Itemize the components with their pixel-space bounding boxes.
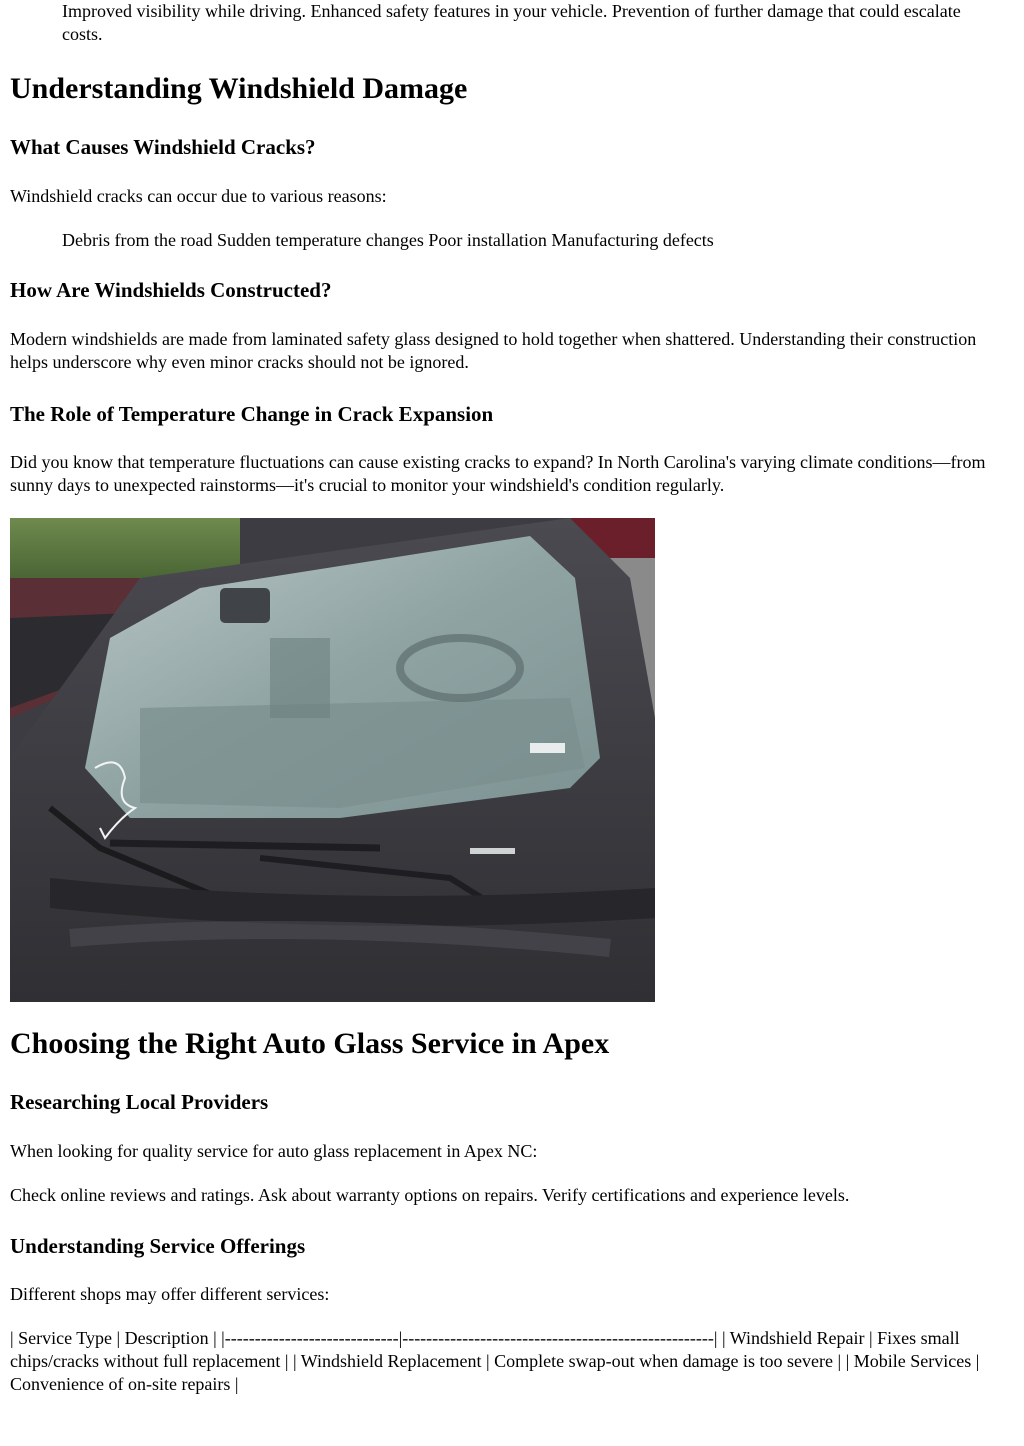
heading-offerings: Understanding Service Offerings: [10, 1234, 306, 1258]
research-tips: Check online reviews and ratings. Ask about warranty options on repairs. Verify certifications and experience levels.: [10, 1185, 850, 1205]
heading-research: Researching Local Providers: [10, 1090, 269, 1114]
heading-crack-causes: What Causes Windshield Cracks?: [10, 135, 316, 159]
temperature-paragraph: Did you know that temperature fluctuations can cause existing cracks to expand? In North Carolina's varying climate conditions—from sunny days to unexpected rainstorms—it's crucial to monitor your windshield's condition regularly.: [10, 452, 986, 495]
research-intro: When looking for quality service for auto glass replacement in Apex NC:: [10, 1141, 538, 1161]
windshield-photo: [10, 518, 655, 1002]
construction-paragraph: Modern windshields are made from laminated safety glass designed to hold together when shattered. Understanding their construction helps underscore why even minor cracks should not be ignored.: [10, 329, 977, 372]
offerings-intro: Different shops may offer different services:: [10, 1284, 330, 1304]
causes-intro: Windshield cracks can occur due to various reasons:: [10, 186, 387, 206]
benefits-paragraph: Improved visibility while driving. Enhanced safety features in your vehicle. Prevention of further damage that could escalate costs.: [62, 1, 961, 44]
causes-list: Debris from the road Sudden temperature changes Poor installation Manufacturing defects: [62, 230, 714, 250]
services-table-text: | Service Type | Description | |-----------------------------|----------------------------------------------------| | Windshield Repair | Fixes small chips/cracks without full replacement | | Windshield Replacement | Complete swap-out when damage is too severe | | Mobile Services | Convenience of on-site repairs |: [10, 1328, 980, 1394]
heading-construction: How Are Windshields Constructed?: [10, 278, 332, 302]
heading-windshield-damage: Understanding Windshield Damage: [10, 72, 468, 105]
heading-choosing-service: Choosing the Right Auto Glass Service in Apex: [10, 1027, 610, 1060]
heading-temperature: The Role of Temperature Change in Crack Expansion: [10, 402, 494, 426]
